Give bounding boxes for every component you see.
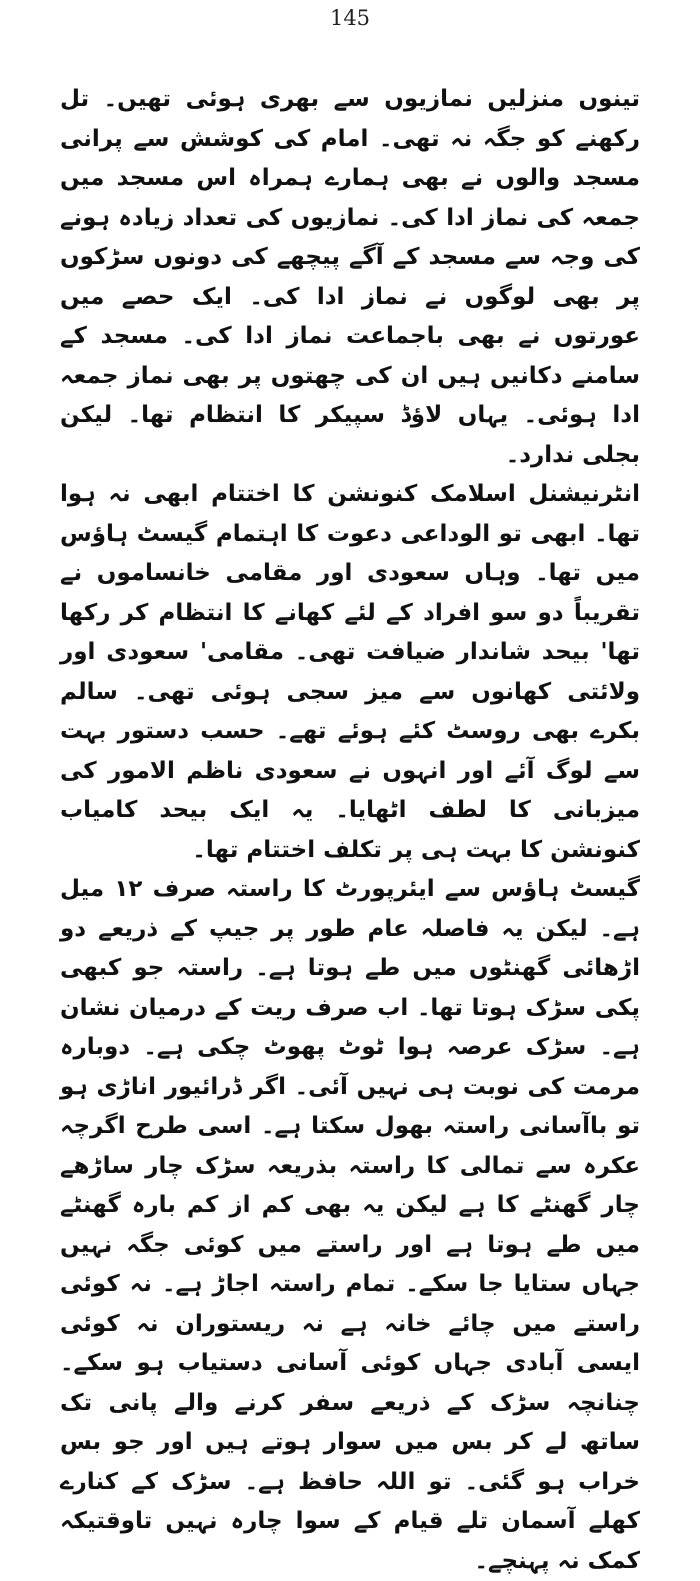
page-number: 145 xyxy=(329,6,371,30)
body-text xyxy=(60,80,640,1581)
paragraph-1: تینوں منزلیں نمازیوں سے بھری ہوئی تھیں۔ تل رکھنے کو جگہ نہ تھی۔ امام کی کوشش سے پرانی مسجد والوں نے بھی ہمارے ہمراہ اس مسجد میں جمعہ کی نماز ادا کی۔ نمازیوں کی تعداد زیادہ ہونے کی وجہ سے مسجد کے آگے پیچھے کی دونوں سڑکوں پر بھی لوگوں نے نماز ادا کی۔ ایک حصے میں عورتوں نے بھی باجماعت نماز ادا کی۔ مسجد کے سامنے دکانیں ہیں ان کی چھتوں پر بھی نماز جمعہ ادا ہوئی۔ یہاں لاؤڈ سپیکر کا انتظام تھا۔ لیکن بجلی ندارد۔ xyxy=(60,86,640,468)
paragraph-3: گیسٹ ہاؤس سے ایئرپورٹ کا راستہ صرف ۱۲ میل ہے۔ لیکن یہ فاصلہ عام طور پر جیپ کے ذریعے دو اڑھائی گھنٹوں میں طے ہوتا ہے۔ راستہ جو کبھی پکی سڑک ہوتا تھا۔ اب صرف ریت کے درمیان نشان ہے۔ سڑک عرصہ ہوا ٹوٹ پھوٹ چکی ہے۔ دوبارہ مرمت کی نوبت ہی نہیں آئی۔ اگر ڈرائیور اناڑی ہو تو باآسانی راستہ بھول سکتا ہے۔ اسی طرح اگرچہ عکرہ سے تمالی کا راستہ بذریعہ سڑک چار ساڑھے چار گھنٹے کا ہے لیکن یہ بھی کم از کم بارہ گھنٹے میں طے ہوتا ہے اور راستے میں کوئی جگہ نہیں جہاں ستایا جا سکے۔ تمام راستہ اجاڑ ہے۔ نہ کوئی راستے میں چائے خانہ ہے نہ ریستوران نہ کوئی ایسی آبادی جہاں کوئی آسانی دستیاب ہو سکے۔ چنانچہ سڑک کے ذریعے سفر کرنے والے پانی تک ساتھ لے کر بس میں سوار ہوتے ہیں اور جو بس خراب ہو گئی۔ تو اللہ حافظ ہے۔ سڑک کے کنارے کھلے آسمان تلے قیام کے سوا چارہ نہیں تاوقتیکہ کمک نہ پہنچے۔ xyxy=(60,876,640,1574)
paragraph-2: انٹرنیشنل اسلامک کنونشن کا اختتام ابھی نہ ہوا تھا۔ ابھی تو الوداعی دعوت کا اہتمام گیسٹ ہاؤس میں تھا۔ وہاں سعودی اور مقامی خانساموں نے تقریباً دو سو افراد کے لئے کھانے کا انتظام کر رکھا تھا' بیحد شاندار ضیافت تھی۔ مقامی' سعودی اور ولائتی کھانوں سے میز سجی ہوئی تھی۔ سالم بکرے بھی روسٹ کئے ہوئے تھے۔ حسب دستور بہت سے لوگ آئے اور انہوں نے سعودی ناظم الامور کی میزبانی کا لطف اٹھایا۔ یہ ایک بیحد کامیاب کنونشن کا بہت ہی پر تکلف اختتام تھا۔ xyxy=(60,481,640,863)
